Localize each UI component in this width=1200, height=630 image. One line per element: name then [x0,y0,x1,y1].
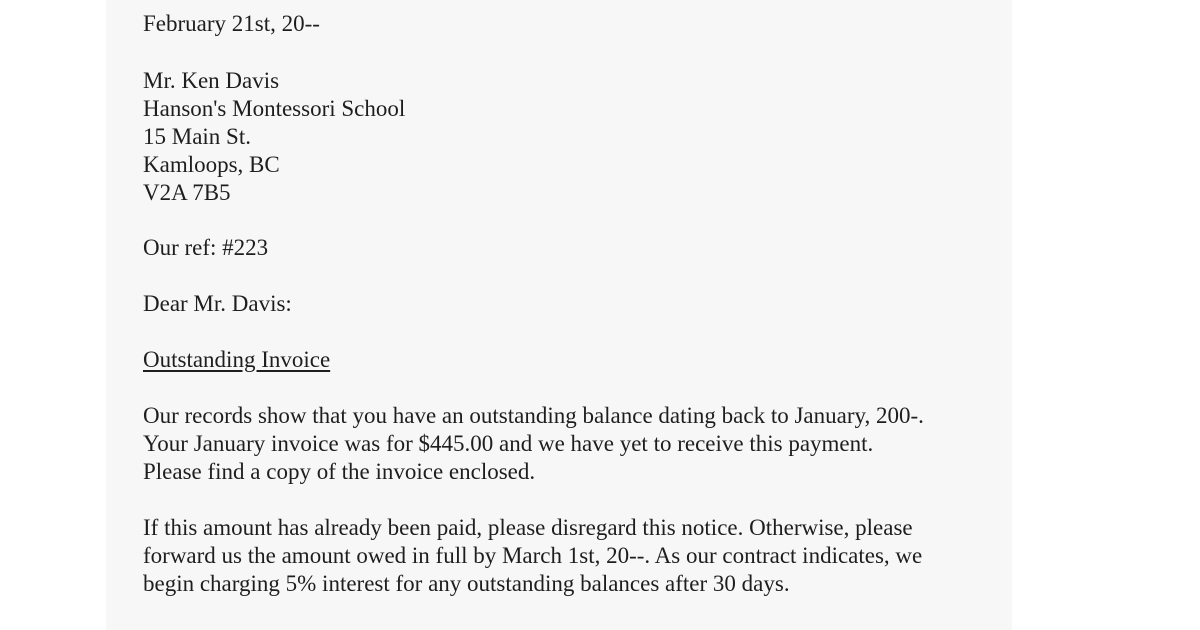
paragraph-line: Your January invoice was for $445.00 and we have yet to receive this payment. [143,431,874,456]
paragraph-2 [143,514,922,598]
subject-line: Outstanding Invoice [143,347,331,372]
recipient-postal: V2A 7B5 [143,180,231,205]
paragraph-1 [143,402,924,486]
letter-date: February 21st, 20-- [143,11,320,36]
paragraph-line: Please find a copy of the invoice enclosed. [143,459,536,484]
recipient-name: Mr. Ken Davis [143,68,280,93]
salutation: Dear Mr. Davis: [143,291,292,316]
paragraph-line: begin charging 5% interest for any outstanding balances after 30 days. [143,571,790,596]
recipient-organization: Hanson's Montessori School [143,96,406,121]
paragraph-line: forward us the amount owed in full by March 1st, 20--. As our contract indicates, we [143,543,923,568]
reference-number: Our ref: #223 [143,235,269,260]
paragraph-line: Our records show that you have an outstanding balance dating back to January, 200-. [143,403,924,428]
recipient-address [143,67,405,207]
recipient-street: 15 Main St. [143,124,251,149]
recipient-city: Kamloops, BC [143,152,280,177]
paragraph-line: If this amount has already been paid, please disregard this notice. Otherwise, please [143,515,913,540]
